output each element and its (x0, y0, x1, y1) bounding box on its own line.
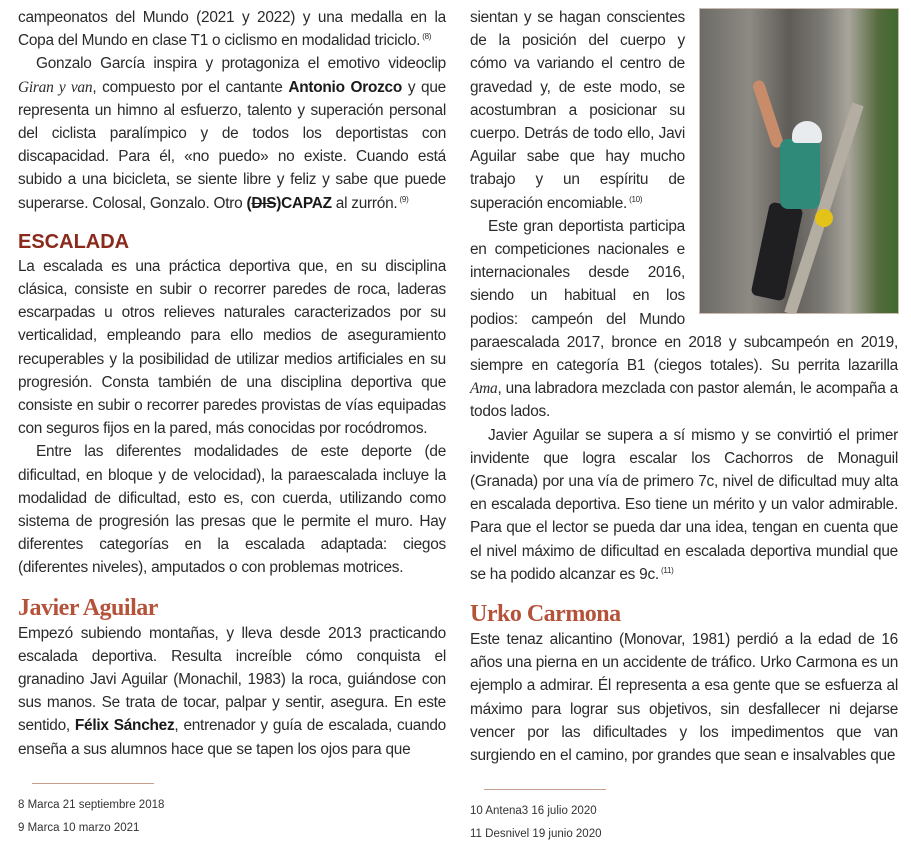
footnote-ref: (10) (629, 194, 643, 204)
paragraph-text: Este gran deportista participa en competiciones nacionales e internacionales desde 2016, siendo un habitual en los podios: campeón del Mundo paraescalada 2017, bronce en 2018 y subcampeón en 2019, siempre en categoría B1 (ciegos totales). Su perrita lazarilla (470, 217, 898, 375)
paragraph-text: Empezó subiendo montañas, y lleva desde 2013 practicando escalada deportiva. Resulta increíble cómo conquista el granadino Javi Aguilar (Monachil, 1983) la roca, guiándose con sus manos. Se trata de tocar, palpar y sentir, asegura. En este sentido, (18, 624, 446, 735)
paragraph-text: , entrenador y guía de escalada, cuando enseña a sus alumnos hace que se tapen los ojos para que (18, 717, 446, 758)
paragraph-escalada-modalities: Entre las diferentes modalidades de este deporte (de dificultad, en bloque y de velocidad), la paraescalada incluye la modalidad de dificultad, esto es, con cuerda, utilizando como sistema de progresión las presas que le permite el muro. Hay diferentes categorías en la escalada adaptada: ciegos (diferentes niveles), amputados o con problemas motrices. (18, 443, 446, 577)
footnote-rule (32, 783, 154, 784)
song-title: Giran y van (18, 78, 93, 96)
paragraph-urko: Este tenaz alicantino (Monovar, 1981) perdió a la edad de 16 años una pierna en un accidente de tráfico. Urko Carmona es un ejemplo a admirar. Él representa a esa gente que se esfuerza al máximo para lograr sus objetivos, sin desfallecer ni dejarse vencer por las dificultades y los impedimentos que van surgiendo en el camino, por grandes que sean e insalvables que (470, 631, 898, 765)
heading-urko-carmona: Urko Carmona (470, 601, 621, 628)
footnote-8: 8 Marca 21 septiembre 2018 (18, 798, 165, 811)
paragraph-text: Gonzalo García inspira y protagoniza el emotivo videoclip (36, 55, 446, 73)
footnote-9: 9 Marca 10 marzo 2021 (18, 821, 140, 834)
climber-photo (699, 8, 899, 314)
brand-strike: DIS (251, 194, 277, 212)
right-column (470, 6, 898, 846)
footnote-ref: (9) (399, 194, 409, 204)
paragraph-text: , compuesto por el cantante (92, 78, 289, 96)
paragraph-escalada-definition: La escalada es una práctica deportiva que, en su disciplina clásica, consiste en subir o recorrer paredes de roca, laderas escarpadas u otros relieves naturales caracterizados por su verticalidad, empleando para ello medios de aseguramiento recuperables y la posibilidad de utilizar medios artificiales en su progresión. Consta también de una disciplina deportiva que consiste en subir o recorrer paredes provistas de vías equipadas con seguros fijos en la pared, más conocidas por rocódromos. (18, 257, 446, 438)
paragraph-text: campeonatos del Mundo (2021 y 2022) y una medalla en la Copa del Mundo en clase T1 o ciclismo en modalidad triciclo. (18, 9, 446, 50)
brand-part: )CAPAZ (276, 194, 332, 212)
heading-javier-aguilar: Javier Aguilar (18, 594, 158, 621)
paragraph-text: y que representa un himno al esfuerzo, talento y superación personal del ciclista paralímpico y de todos los deportistas con discapacidad. Para él, «no puedo» no existe. Cuando está subido a una bicicleta, se siente libre y feliz y sabe que puede superarse. Colosal, Gonzalo. Otro (18, 78, 446, 212)
heading-escalada: ESCALADA (18, 230, 130, 253)
trainer-name: Félix Sánchez (74, 717, 175, 735)
photo-climber (780, 139, 820, 209)
paragraph-medals (18, 6, 446, 52)
dog-name: Ama (470, 380, 498, 398)
left-column (18, 6, 446, 840)
paragraph-text: , una labradora mezclada con pastor alemán, le acompaña a todos lados. (470, 380, 898, 421)
footnotes-left (18, 783, 446, 840)
photo-arm (751, 79, 784, 149)
paragraph-text: Javier Aguilar se supera a sí mismo y se convirtió el primer invidente que logra escalar los Cachorros de Monaguil (Granada) por una vía de primero 7c, nivel de dificultad muy alta en escalada deportiva. Eso tiene un mérito y un valor admirable. Para que el lector se pueda dar una idea, tengan en cuenta que el nivel máximo de dificultad en escalada deportiva mundial que se ha podido alcanzar es 9c. (470, 426, 898, 583)
footnote-10: 10 Antena3 16 julio 2020 (470, 805, 597, 818)
paragraph-monaguil (470, 424, 898, 586)
footnotes-right (470, 789, 898, 846)
footnote-rule (484, 789, 606, 790)
brand-part: ( (246, 194, 252, 212)
paragraph-videoclip (18, 52, 446, 214)
singer-name: Antonio Orozco (288, 78, 403, 96)
paragraph-text: sientan y se hagan conscientes de la posición del cuerpo y cómo va variando el centro de gravedad y, de este modo, se acostumbran a posicionar su cuerpo. Detrás de todo ello, Javi Aguilar sabe que hay mucho trabajo y un espíritu de superación encomiable. (470, 9, 685, 212)
footnote-ref: (11) (660, 565, 674, 575)
photo-chalk-bag (815, 209, 833, 227)
paragraph-text: al zurrón. (331, 194, 398, 212)
footnote-11: 11 Desnivel 19 junio 2020 (470, 828, 602, 841)
photo-helmet (792, 121, 822, 143)
paragraph-javier (18, 622, 446, 761)
footnote-ref: (8) (422, 32, 432, 42)
discapaz-brand (246, 195, 331, 212)
